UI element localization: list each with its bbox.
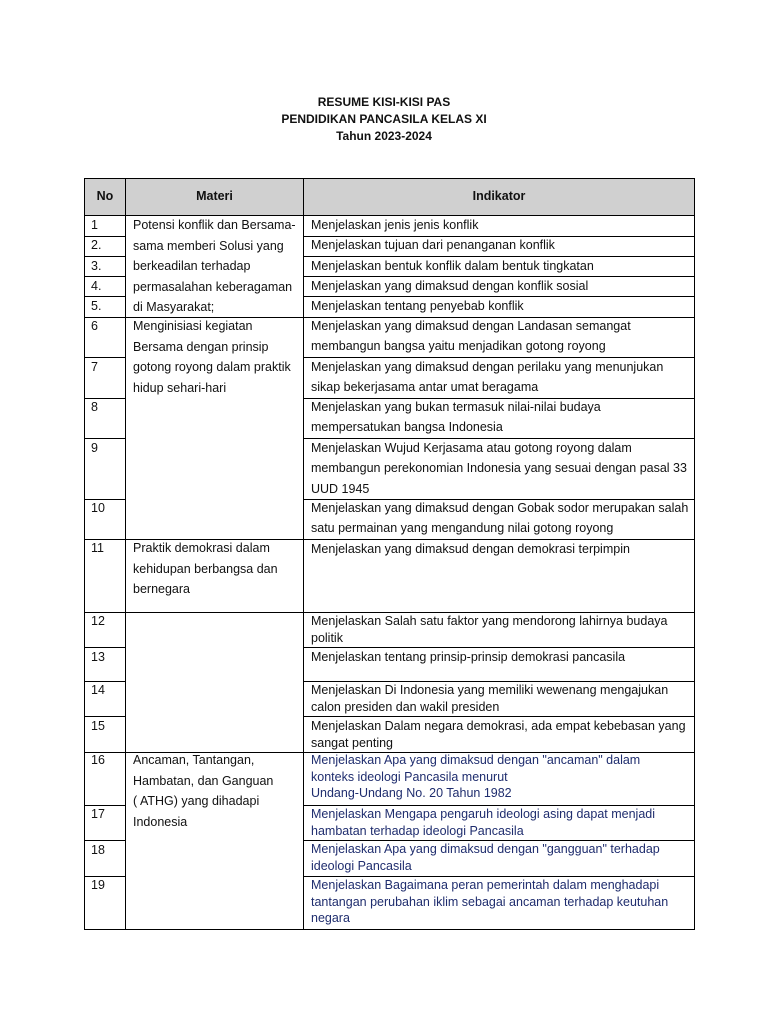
indikator-cell: Menjelaskan Apa yang dimaksud dengan "gangguan" terhadap ideologi Pancasila (311, 842, 660, 873)
header-no: No (96, 189, 114, 203)
table-border-bottom (84, 929, 695, 930)
document-title: RESUME KISI-KISI PAS (317, 95, 451, 109)
indikator-cell: Menjelaskan tujuan dari penanganan konflik (311, 238, 555, 252)
document-subtitle: PENDIDIKAN PANCASILA KELAS XI (281, 112, 487, 126)
materi-cell: Potensi konflik dan Bersama- sama memberi Solusi yang berkeadilan terhadap permasalahan keberagaman di Masyarakat; (133, 218, 296, 314)
row-number: 16 (91, 753, 105, 767)
indikator-cell: Menjelaskan Di Indonesia yang memiliki wewenang mengajukan calon presiden dan wakil presiden (311, 683, 669, 714)
row-number: 5. (91, 299, 102, 313)
header-indikator: Indikator (472, 189, 526, 203)
indikator-cell: Menjelaskan Salah satu faktor yang mendorong lahirnya budaya politik (311, 614, 668, 645)
row-number: 1 (91, 218, 98, 232)
indikator-cell: Menjelaskan Bagaimana peran pemerintah dalam menghadapi tantangan perubahan iklim sebagai ancaman terhadap keutuhan negara (311, 878, 669, 925)
indikator-cell: Menjelaskan yang dimaksud dengan Landasan semangat membangun bangsa yaitu menjadikan gotong royong (311, 319, 631, 354)
indikator-cell: Menjelaskan Wujud Kerjasama atau gotong royong dalam membangun perekonomian Indonesia yang sesuai dengan pasal 33 UUD 1945 (311, 441, 687, 496)
materi-cell: Menginisiasi kegiatan Bersama dengan prinsip gotong royong dalam praktik hidup sehari-hari (133, 319, 291, 395)
table-border-top (84, 178, 695, 179)
row-number: 6 (91, 319, 98, 333)
indikator-cell: Menjelaskan yang dimaksud dengan perilaku yang menunjukan sikap bekerjasama antar umat beragama (311, 360, 664, 395)
indikator-cell: Menjelaskan Mengapa pengaruh ideologi asing dapat menjadi hambatan terhadap ideologi Pancasila (311, 807, 655, 838)
indikator-cell: Menjelaskan jenis jenis konflik (311, 218, 479, 232)
row-number: 4. (91, 279, 102, 293)
indikator-cell: Menjelaskan Apa yang dimaksud dengan "ancaman" dalam konteks ideologi Pancasila menurut Undang-Undang No. 20 Tahun 1982 (311, 753, 641, 800)
indikator-cell: Menjelaskan yang dimaksud dengan konflik sosial (311, 279, 589, 293)
row-number: 14 (91, 683, 105, 697)
row-divider (303, 716, 695, 717)
column-divider-no (125, 178, 126, 930)
indikator-cell: Menjelaskan Dalam negara demokrasi, ada empat kebebasan yang sangat penting (311, 719, 686, 750)
row-number: 11 (91, 541, 104, 555)
indikator-cell: Menjelaskan yang bukan termasuk nilai-nilai budaya mempersatukan bangsa Indonesia (311, 400, 601, 435)
row-number: 3. (91, 259, 102, 273)
row-number: 18 (91, 843, 105, 857)
table-border-left (84, 178, 85, 930)
indikator-cell: Menjelaskan tentang prinsip-prinsip demokrasi pancasila (311, 650, 626, 664)
row-number: 17 (91, 807, 105, 821)
header-materi: Materi (196, 189, 233, 203)
row-number: 10 (91, 501, 105, 515)
document-year: Tahun 2023-2024 (336, 129, 432, 143)
row-number: 12 (91, 614, 105, 628)
row-number: 15 (91, 719, 105, 733)
indikator-cell: Menjelaskan yang dimaksud dengan demokrasi terpimpin (311, 542, 630, 556)
indikator-cell: Menjelaskan tentang penyebab konflik (311, 299, 524, 313)
row-number: 13 (91, 650, 105, 664)
row-number: 7 (91, 360, 98, 374)
row-number: 2. (91, 238, 102, 252)
row-number: 8 (91, 400, 98, 414)
indikator-cell: Menjelaskan yang dimaksud dengan Gobak sodor merupakan salah satu permainan yang mengandung nilai gotong royong (311, 501, 689, 536)
materi-cell: Ancaman, Tantangan, Hambatan, dan Ganguan ( ATHG) yang dihadapi Indonesia (133, 753, 274, 829)
column-divider-materi (303, 178, 304, 930)
row-number: 19 (91, 878, 105, 892)
row-number: 9 (91, 441, 98, 455)
materi-cell: Praktik demokrasi dalam kehidupan berbangsa dan bernegara (133, 541, 278, 596)
indikator-cell: Menjelaskan bentuk konflik dalam bentuk tingkatan (311, 259, 594, 273)
